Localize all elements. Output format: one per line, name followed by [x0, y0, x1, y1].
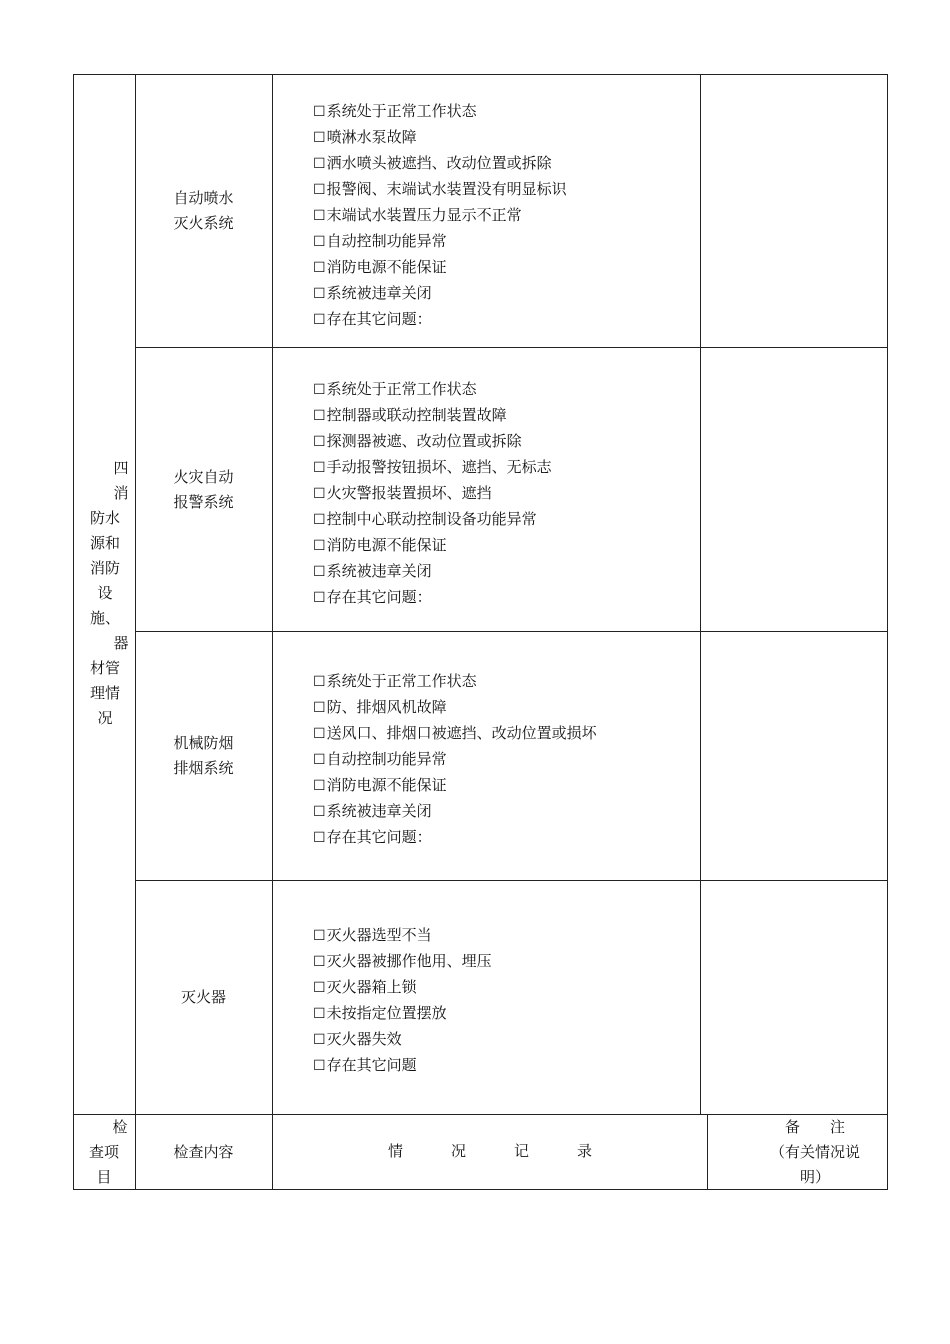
record-column-border	[700, 74, 701, 1115]
row-divider-1	[135, 347, 888, 348]
checkbox-icon[interactable]: ☐	[313, 512, 326, 528]
checkbox-icon[interactable]: ☐	[313, 928, 326, 944]
checklist-item[interactable]: ☐系统处于正常工作状态	[313, 380, 477, 398]
checklist-item[interactable]: ☐系统被违章关闭	[313, 562, 432, 580]
section-label-line: 消防	[89, 559, 120, 577]
checkbox-icon[interactable]: ☐	[313, 674, 326, 690]
checkbox-icon[interactable]: ☐	[313, 104, 326, 120]
checkbox-icon[interactable]: ☐	[313, 954, 326, 970]
checklist-item[interactable]: ☐灭火器箱上锁	[313, 978, 417, 996]
checkbox-icon[interactable]: ☐	[313, 830, 326, 846]
row-name-extinguisher: 灭火器	[180, 988, 226, 1006]
section-label-line: 消	[113, 484, 129, 502]
checklist-item[interactable]: ☐探测器被遮、改动位置或拆除	[313, 432, 522, 450]
checkbox-icon[interactable]: ☐	[313, 590, 326, 606]
section-label-line: 材管	[89, 659, 120, 677]
checkbox-icon[interactable]: ☐	[313, 312, 326, 328]
checkbox-icon[interactable]: ☐	[313, 1032, 326, 1048]
name-column-border	[272, 74, 273, 1190]
row-divider-2	[135, 631, 888, 632]
row-name-smoke-control: 机械防烟 排烟系统	[173, 734, 234, 777]
checkbox-icon[interactable]: ☐	[313, 1006, 326, 1022]
checklist-item[interactable]: ☐洒水喷头被遮挡、改动位置或拆除	[313, 154, 552, 172]
section-column-border	[135, 74, 136, 1190]
checklist-item[interactable]: ☐报警阀、末端试水装置没有明显标识	[313, 180, 567, 198]
checkbox-icon[interactable]: ☐	[313, 208, 326, 224]
checklist-item[interactable]: ☐末端试水装置压力显示不正常	[313, 206, 522, 224]
checklist-item[interactable]: ☐系统处于正常工作状态	[313, 672, 477, 690]
checkbox-icon[interactable]: ☐	[313, 778, 326, 794]
checklist-sprinkler	[313, 99, 567, 333]
checklist-fire-alarm	[313, 377, 552, 611]
checklist-item[interactable]: ☐系统处于正常工作状态	[313, 102, 477, 120]
section-label	[75, 456, 135, 731]
checklist-item[interactable]: ☐自动控制功能异常	[313, 232, 447, 250]
section-label-line: 防水	[89, 509, 120, 527]
checklist-item[interactable]: ☐灭火器失效	[313, 1030, 402, 1048]
checklist-item[interactable]: ☐系统被违章关闭	[313, 802, 432, 820]
checklist-item[interactable]: ☐消防电源不能保证	[313, 776, 447, 794]
checkbox-icon[interactable]: ☐	[313, 130, 326, 146]
checklist-item[interactable]: ☐系统被违章关闭	[313, 284, 432, 302]
checkbox-icon[interactable]: ☐	[313, 486, 326, 502]
section-label-line: 器	[113, 634, 129, 652]
checklist-item[interactable]: ☐喷淋水泵故障	[313, 128, 417, 146]
row-name-fire-alarm: 火灾自动 报警系统	[173, 468, 234, 511]
checkbox-icon[interactable]: ☐	[313, 700, 326, 716]
checklist-item[interactable]: ☐存在其它问题：	[313, 588, 432, 606]
section-label-line: 四	[113, 459, 129, 477]
checkbox-icon[interactable]: ☐	[313, 286, 326, 302]
checklist-extinguisher	[313, 923, 492, 1079]
checkbox-icon[interactable]: ☐	[313, 260, 326, 276]
checklist-item[interactable]: ☐手动报警按钮损坏、遮挡、无标志	[313, 458, 552, 476]
checklist-item[interactable]: ☐火灾警报装置损坏、遮挡	[313, 484, 492, 502]
checklist-item[interactable]: ☐灭火器选型不当	[313, 926, 432, 944]
checkbox-icon[interactable]: ☐	[313, 538, 326, 554]
checkbox-icon[interactable]: ☐	[313, 234, 326, 250]
checklist-item[interactable]: ☐灭火器被挪作他用、埋压	[313, 952, 492, 970]
checklist-item[interactable]: ☐控制中心联动控制设备功能异常	[313, 510, 537, 528]
section-label-line: 理情	[89, 684, 120, 702]
footer-remark-header: 备 注 （有关情况说 明）	[769, 1118, 860, 1186]
checkbox-icon[interactable]: ☐	[313, 752, 326, 768]
checklist-smoke-control	[313, 669, 597, 851]
checklist-item[interactable]: ☐存在其它问题	[313, 1056, 417, 1074]
checkbox-icon[interactable]: ☐	[313, 460, 326, 476]
checkbox-icon[interactable]: ☐	[313, 434, 326, 450]
checklist-item[interactable]: ☐防、排烟风机故障	[313, 698, 447, 716]
checkbox-icon[interactable]: ☐	[313, 726, 326, 742]
checklist-item[interactable]: ☐自动控制功能异常	[313, 750, 447, 768]
checklist-item[interactable]: ☐控制器或联动控制装置故障	[313, 406, 507, 424]
section-label-line: 源和	[89, 534, 120, 552]
footer-item-header: 检 查项 目	[88, 1118, 128, 1186]
section-label-line: 设	[97, 584, 113, 602]
checklist-item[interactable]: ☐存在其它问题：	[313, 310, 432, 328]
table-right-border	[887, 74, 888, 1190]
checklist-item[interactable]: ☐未按指定位置摆放	[313, 1004, 447, 1022]
table-left-border	[73, 74, 74, 1190]
footer-record-header: 情 况 记 录	[387, 1142, 593, 1160]
checkbox-icon[interactable]: ☐	[313, 156, 326, 172]
section-label-line: 况	[97, 709, 113, 727]
checkbox-icon[interactable]: ☐	[313, 382, 326, 398]
section-label-line: 施、	[89, 609, 120, 627]
row-name-sprinkler: 自动喷水 灭火系统	[173, 189, 234, 232]
checkbox-icon[interactable]: ☐	[313, 804, 326, 820]
checkbox-icon[interactable]: ☐	[313, 182, 326, 198]
table-top-border	[73, 74, 888, 75]
checkbox-icon[interactable]: ☐	[313, 980, 326, 996]
checkbox-icon[interactable]: ☐	[313, 564, 326, 580]
checkbox-icon[interactable]: ☐	[313, 408, 326, 424]
checklist-item[interactable]: ☐存在其它问题：	[313, 828, 432, 846]
checkbox-icon[interactable]: ☐	[313, 1058, 326, 1074]
row-divider-3	[135, 880, 888, 881]
footer-content-header: 检查内容	[173, 1143, 234, 1161]
checklist-item[interactable]: ☐送风口、排烟口被遮挡、改动位置或损坏	[313, 724, 597, 742]
checklist-item[interactable]: ☐消防电源不能保证	[313, 536, 447, 554]
checklist-item[interactable]: ☐消防电源不能保证	[313, 258, 447, 276]
